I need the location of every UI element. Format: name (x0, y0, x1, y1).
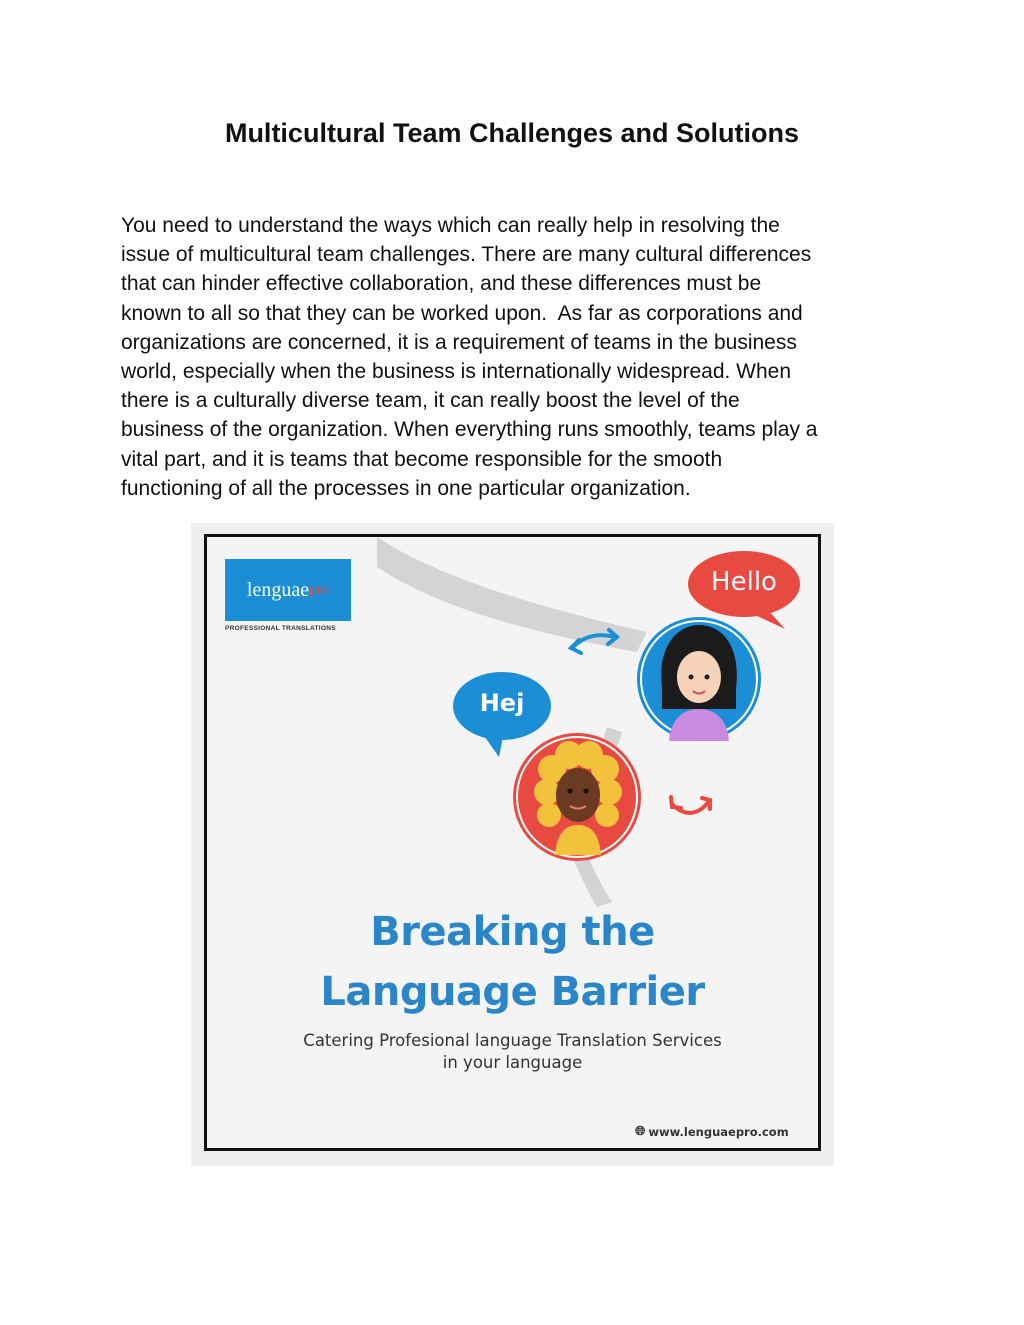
promo-banner-image (191, 523, 834, 1166)
man-avatar (513, 733, 641, 861)
banner-heading-line-1: Breaking the (370, 909, 655, 955)
banner-url-text: www.lenguaepro.com (648, 1124, 789, 1139)
body-line: issue of multicultural team challenges. There are many cultural differences (121, 243, 812, 267)
body-line: known to all so that they can be worked upon. As far as corporations and (121, 301, 803, 325)
hello-bubble-text: Hello (711, 567, 777, 597)
banner-tagline-line-1: Catering Profesional language Translation Services (303, 1031, 722, 1050)
logo-text-accent: pro (309, 581, 330, 598)
body-line: business of the organization. When everything runs smoothly, teams play a (121, 418, 818, 442)
hej-bubble-text: Hej (479, 689, 525, 717)
body-paragraph (121, 211, 911, 503)
banner-website (635, 1124, 789, 1139)
banner-frame (204, 534, 821, 1151)
body-line: functioning of all the processes in one particular organization. (121, 476, 691, 500)
document-title: Multicultural Team Challenges and Solutions (224, 118, 800, 148)
logo-subtitle: PROFESSIONAL TRANSLATIONS (225, 625, 336, 632)
lenguaepro-logo (225, 559, 351, 621)
woman-avatar (637, 617, 761, 741)
body-line: organizations are concerned, it is a requirement of teams in the business (121, 330, 797, 354)
banner-heading-line-2: Language Barrier (320, 969, 705, 1015)
body-line: vital part, and it is teams that become responsible for the smooth (121, 447, 723, 471)
body-line: You need to understand the ways which can really help in resolving the (121, 214, 780, 237)
banner-tagline-line-2: in your language (442, 1053, 583, 1072)
body-line: world, especially when the business is internationally widespread. When (121, 360, 792, 384)
exchange-arrow-icon-red (671, 797, 710, 813)
body-line: there is a culturally diverse team, it can really boost the level of the (121, 389, 740, 413)
globe-icon: 🌐︎ (635, 1124, 646, 1139)
logo-text-main: lenguae (246, 578, 310, 601)
body-line: that can hinder effective collaboration, and these differences must be (121, 272, 762, 296)
